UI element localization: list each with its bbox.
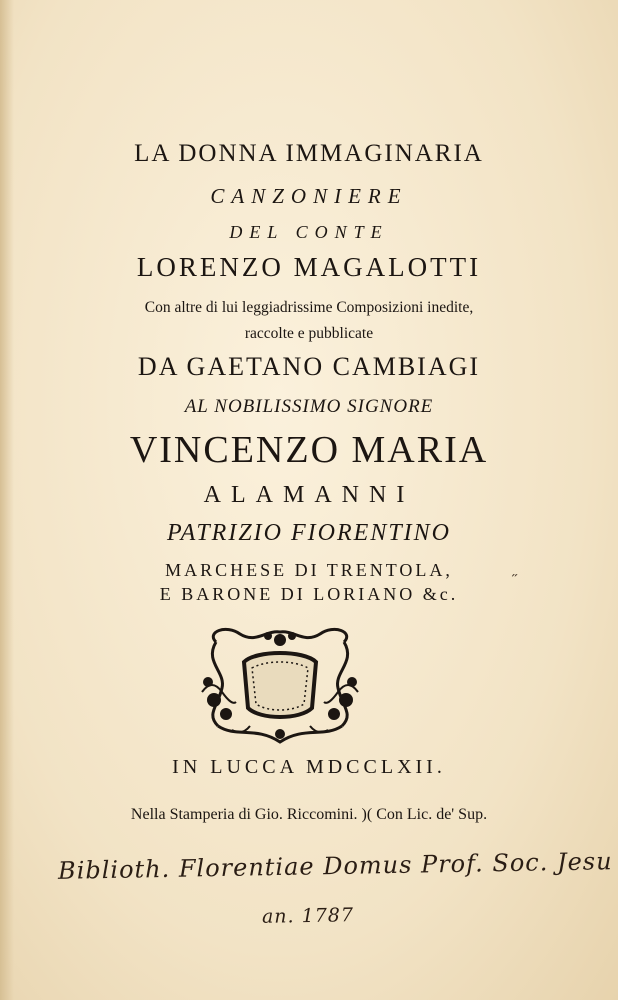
- dedicatee-title: PATRIZIO FIORENTINO: [167, 520, 451, 546]
- stray-mark: ˶: [512, 565, 518, 582]
- title-line-del-conte: DEL CONTE: [229, 222, 389, 242]
- dedicatee-surname: ALAMANNI: [203, 482, 415, 508]
- handwritten-date: an. 1787: [261, 904, 355, 928]
- subtitle-line-1: Con altre di lui leggiadrissime Composizioni inedite,: [144, 299, 474, 316]
- dedication-line: AL NOBILISSIMO SIGNORE: [184, 396, 434, 417]
- imprint-printer: Nella Stamperia di Gio. Riccomini. )( Con Lic. de' Sup.: [130, 806, 488, 823]
- title-line-canzoniere: CANZONIERE: [210, 184, 408, 208]
- editor-name: DA GAETANO CAMBIAGI: [137, 352, 481, 381]
- printer-ornament-icon: [196, 622, 364, 748]
- imprint-place: IN LUCCA MDCCLXII.: [172, 756, 446, 778]
- dedicatee-baron: E BARONE DI LORIANO &c.: [159, 584, 459, 604]
- dedicatee-name: VINCENZO MARIA: [129, 429, 489, 471]
- subtitle-line-2: raccolte e pubblicate: [244, 325, 374, 342]
- handwritten-inscription: Biblioth. Florentiae Domus Prof. Soc. Jesu: [57, 847, 613, 885]
- dedicatee-marquis: MARCHESE DI TRENTOLA,: [165, 560, 453, 580]
- author-name: LORENZO MAGALOTTI: [136, 252, 482, 282]
- title-line-1: LA DONNA IMMAGINARIA: [134, 140, 484, 167]
